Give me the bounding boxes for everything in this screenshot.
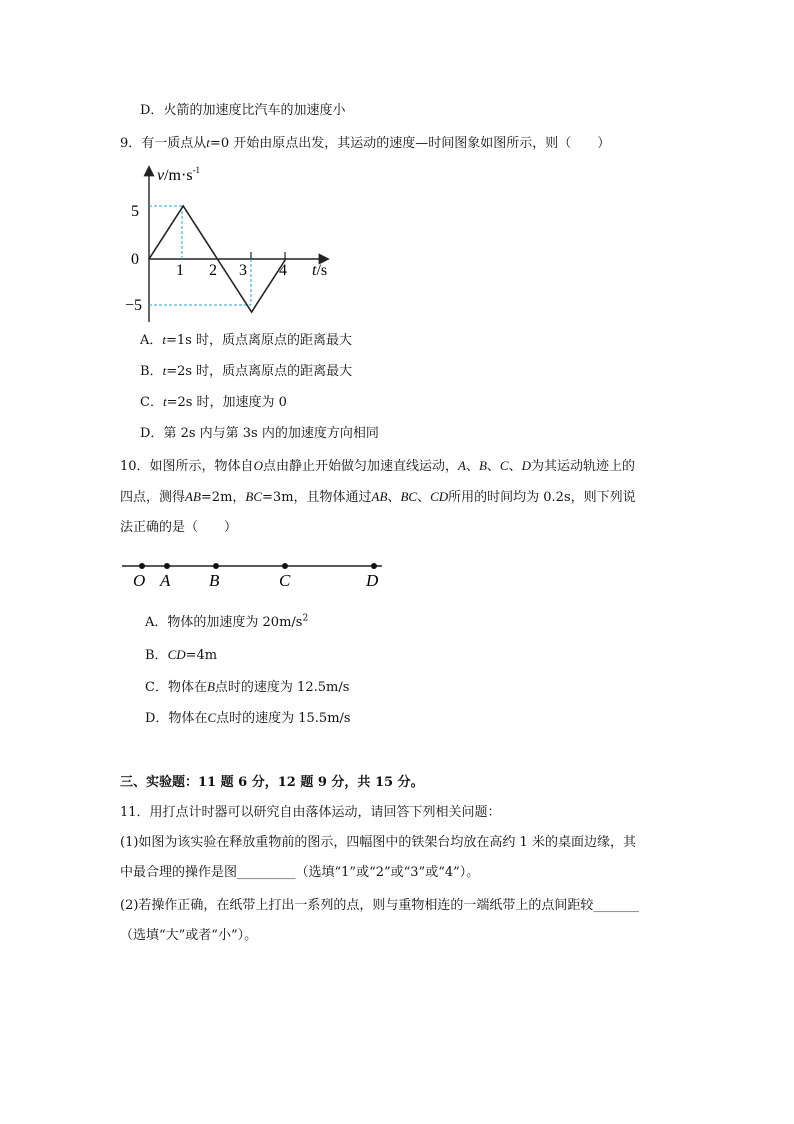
option-label: A．	[145, 615, 168, 630]
option-text: =1s 时，质点离原点的距离最大	[166, 333, 352, 348]
variable-t: t	[162, 394, 167, 409]
question-number: 10．	[120, 459, 150, 474]
q9-stem	[120, 133, 610, 154]
option-text: 第 2s 内与第 3s 内的加速度方向相同	[163, 426, 379, 441]
option-text: 点时的速度为 12.5m/s	[214, 680, 350, 695]
question-number: 11．	[120, 805, 150, 820]
segment-bc: BC	[245, 489, 263, 504]
q10-option-c	[145, 677, 349, 698]
stem-text: 有一质点从	[141, 136, 207, 151]
point-d-dot	[371, 563, 377, 569]
option-text: =2s 时，质点离原点的距离最大	[166, 364, 353, 379]
point-d-label: D	[366, 571, 379, 590]
point-a-dot	[164, 563, 170, 569]
point-c: C	[499, 458, 509, 473]
point-o: O	[253, 458, 263, 473]
stem-text: 用打点计时器可以研究自由落体运动，请回答下列相关问题：	[149, 805, 501, 820]
point-o-dot	[139, 563, 145, 569]
separator: 、	[486, 459, 500, 474]
segment-cd: CD	[430, 489, 449, 504]
point-c: C	[207, 710, 217, 725]
point-b-dot	[213, 563, 219, 569]
option-label: D．	[140, 426, 164, 441]
point-c-dot	[282, 563, 288, 569]
variable-t: t	[162, 332, 167, 347]
x-tick-label-2: 2	[209, 262, 217, 279]
y-tick-label-0: 0	[131, 251, 139, 268]
separator: 、	[387, 490, 401, 505]
segment-cd: CD	[167, 647, 186, 662]
question-number: 9．	[120, 136, 142, 151]
point-a-label: A	[160, 571, 171, 590]
q9-option-b	[140, 361, 352, 382]
q11-part1-line1: (1)如图为该实验在释放重物前的图示，四幅图中的铁架台均放在高约 1 米的桌面边缘，其	[120, 835, 636, 850]
variable-t: t	[206, 135, 210, 150]
point-d: D	[521, 458, 531, 473]
q9-option-a	[140, 330, 352, 351]
option-label: D．	[145, 711, 169, 726]
q10-option-a	[145, 613, 308, 633]
segment-bc: BC	[400, 489, 418, 504]
stem-text: =2m，	[200, 490, 246, 505]
y-tick-label-5: 5	[131, 203, 139, 220]
q11-part2-line1: (2)若操作正确，在纸带上打出一系列的点，则与重物相连的一端纸带上的点间距较_______	[120, 898, 639, 913]
stem-text: 为其运动轨迹上的	[530, 459, 635, 474]
stem-text: 四点，测得	[120, 490, 186, 505]
point-o-label: O	[133, 571, 146, 590]
point-b-label: B	[209, 571, 220, 590]
option-label: B．	[140, 364, 163, 379]
q10-stem-line2	[120, 487, 636, 508]
stem-text: 如图所示，物体自	[149, 459, 254, 474]
option-text: 点时的速度为 15.5m/s	[216, 711, 351, 726]
separator: 、	[465, 459, 479, 474]
q9-vt-graph	[125, 160, 345, 330]
stem-text: 所用的时间均为 0.2s，则下列说	[448, 490, 636, 505]
segment-ab: AB	[185, 489, 201, 504]
option-text: =4m	[185, 648, 218, 663]
q10-option-b	[145, 645, 217, 666]
q8-option-d	[140, 101, 345, 121]
x-tick-label-1: 1	[176, 262, 184, 279]
option-text: 物体在	[168, 711, 208, 726]
section-heading: 三、实验题：11 题 6 分，12 题 9 分，共 15 分。	[120, 775, 424, 790]
separator: 、	[508, 459, 522, 474]
option-text: 火箭的加速度比汽车的加速度小	[163, 103, 346, 118]
point-c-label: C	[279, 571, 291, 590]
q11-part2-line2: （选填“大”或者“小”）。	[120, 928, 258, 943]
q9-option-d	[140, 424, 379, 444]
q11-part1-line2: 中最合理的操作是图_________（选填“1”或“2”或“3”或“4”）。	[120, 865, 480, 880]
q10-option-d	[145, 708, 351, 729]
q9-option-c	[140, 392, 287, 413]
exponent: 2	[302, 613, 309, 624]
option-label: B．	[145, 648, 168, 663]
point-a: A	[457, 458, 466, 473]
point-b: B	[206, 679, 215, 694]
q11-stem	[120, 803, 501, 823]
q10-stem-line1	[120, 456, 635, 477]
y-tick-label-minus5: −5	[125, 297, 143, 314]
option-text: 物体的加速度为 20m/s	[167, 615, 303, 630]
option-label: C．	[145, 680, 168, 695]
segment-ab: AB	[371, 489, 388, 504]
q10-stem-line3	[120, 518, 237, 538]
x-tick-label-4: 4	[279, 262, 287, 279]
option-text: =2s 时，加速度为 0	[166, 395, 287, 410]
separator: 、	[417, 490, 431, 505]
stem-text: 点由静止开始做匀加速直线运动，	[262, 459, 458, 474]
option-label: C．	[140, 395, 163, 410]
point-b: B	[478, 458, 487, 473]
y-axis-label: $v/m\cdot s^{-1}$	[157, 165, 201, 184]
variable-t: t	[162, 363, 167, 378]
q10-points-diagram	[120, 555, 390, 595]
x-axis-label: t/s	[312, 262, 328, 279]
stem-text: =0 开始由原点出发，其运动的速度—时间图象如图所示，则（ ）	[209, 136, 611, 151]
stem-text: =3m，且物体通过	[262, 490, 372, 505]
option-label: A．	[140, 333, 163, 348]
option-label: D．	[140, 103, 164, 118]
option-text: 物体在	[167, 680, 207, 695]
stem-text: 法正确的是（ ）	[120, 520, 238, 535]
x-tick-label-3: 3	[239, 262, 247, 279]
